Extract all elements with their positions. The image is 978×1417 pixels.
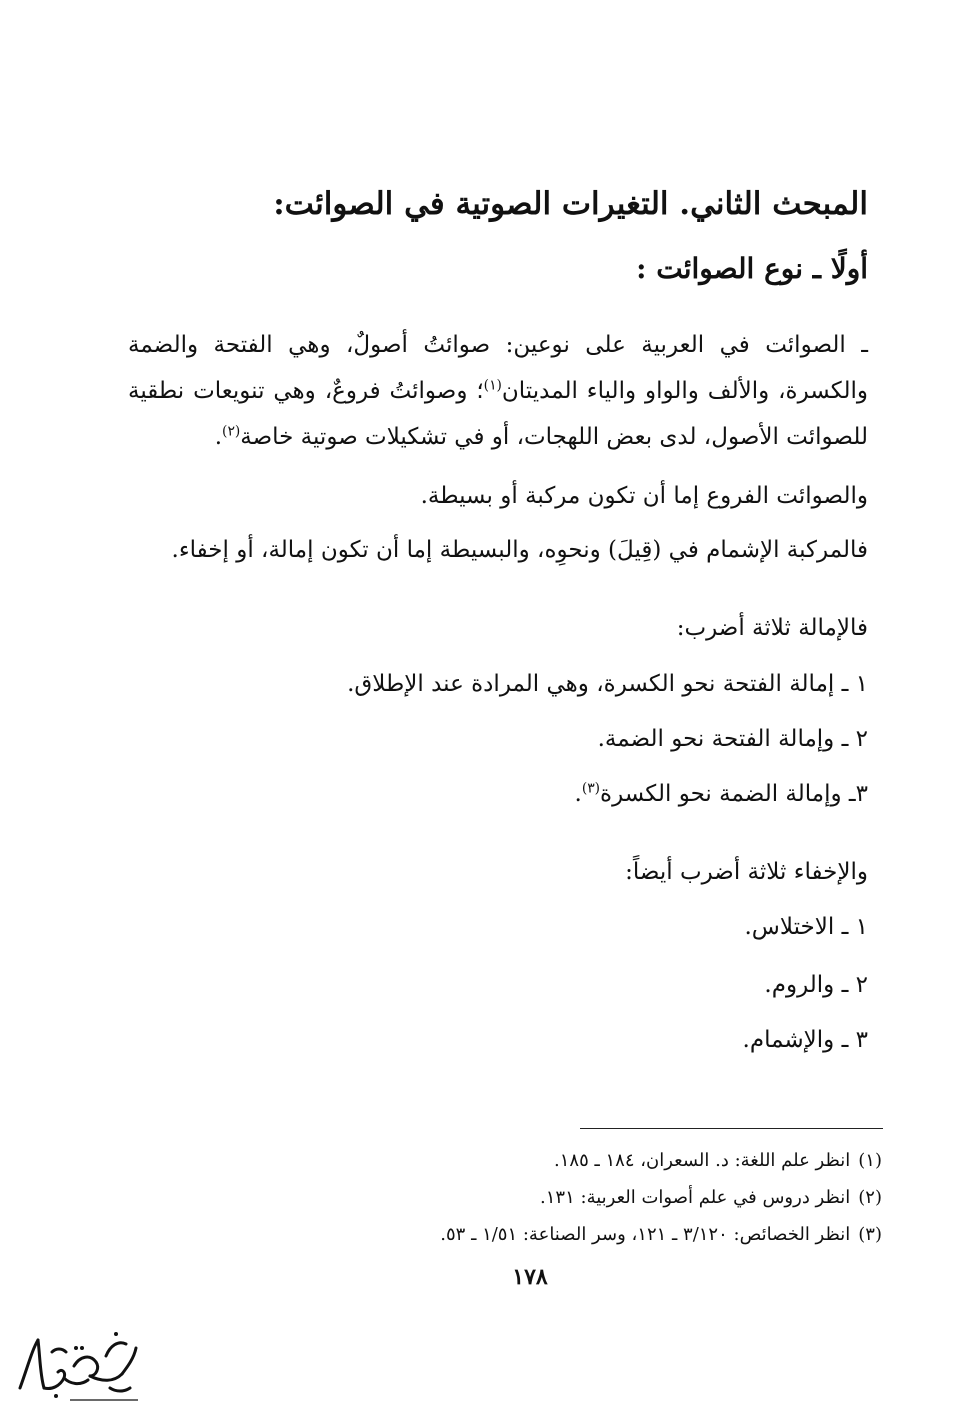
footnote-ref-2: (٢)	[222, 423, 241, 440]
footnote-number: (٣)	[858, 1224, 882, 1245]
paragraph-text: .	[214, 424, 223, 450]
list-item: ٢ ـ والروم.	[764, 972, 868, 998]
footnote-text: انظر دروس في علم أصوات العربية: ١٣١.	[540, 1187, 851, 1208]
footnote	[122, 1146, 882, 1176]
list-item: ١ ـ الاختلاس.	[744, 914, 868, 940]
text-line: فالمركبة الإشمام في (قِيلَ) ونحوِه، والبسيطة إما أن تكون إمالة، أو إخفاء.	[171, 537, 868, 563]
footnote-separator	[580, 1128, 883, 1129]
footnote-ref-1: (١)	[483, 377, 502, 394]
list-intro: فالإمالة ثلاثة أضرب:	[676, 615, 868, 641]
list-item-text: ٣ـ وإمالة الضمة نحو الكسرة	[600, 781, 868, 807]
footnote-number: (٢)	[858, 1187, 882, 1208]
footnote-text: انظر علم اللغة: د. السعران، ١٨٤ ـ ١٨٥.	[554, 1150, 851, 1171]
publisher-logo	[10, 1326, 150, 1406]
paragraph-text: ـ الصوائت في العربية على نوعين: صوائتُ أصولٌ، وهي الفتحة والضمة والكسرة، والألف والواو والياء المديتان	[128, 332, 868, 404]
footnote-number: (١)	[858, 1150, 882, 1171]
text-line: والصوائت الفروع إما أن تكون مركبة أو بسيطة.	[420, 483, 868, 509]
section-heading: المبحث الثاني. التغيرات الصوتية في الصوائت:	[273, 186, 868, 222]
footnote-ref-3: (٣)	[581, 780, 601, 797]
intro-paragraph	[128, 322, 868, 460]
paragraph-text: ؛ وصوائتُ فروعٌ، وهي تنويعات نطقية للصوائت الأصول، لدى بعض اللهجات، أو في تشكيلات صوتية خاصة	[128, 378, 868, 450]
footnote	[122, 1220, 882, 1250]
list-intro: والإخفاء ثلاثة أضرب أيضاً:	[625, 859, 868, 885]
subsection-heading: أولًا ـ نوع الصوائت :	[636, 252, 868, 285]
footnote-text: انظر الخصائص: ٣/١٢٠ ـ ١٢١، وسر الصناعة: ١/٥١ ـ ٥٣.	[440, 1224, 851, 1245]
list-item: ١ ـ إمالة الفتحة نحو الكسرة، وهي المرادة عند الإطلاق.	[347, 671, 868, 697]
list-item: ٢ ـ وإمالة الفتحة نحو الضمة.	[597, 726, 868, 752]
list-item-end: .	[574, 781, 582, 807]
page-number: ١٧٨	[512, 1264, 548, 1290]
list-item	[128, 774, 868, 814]
footnote	[122, 1183, 882, 1213]
list-item: ٣ ـ والإشمام.	[742, 1027, 868, 1053]
